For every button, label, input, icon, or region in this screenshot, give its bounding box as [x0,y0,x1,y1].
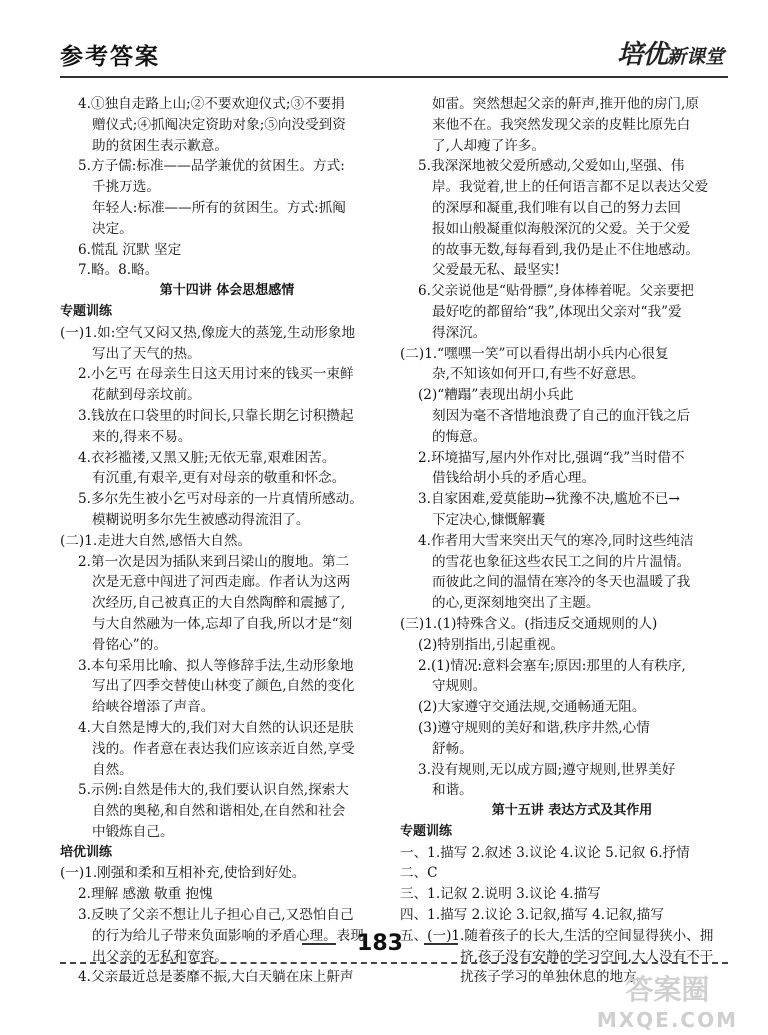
brand-logo [617,34,724,71]
right-line: 来他不在。我突然发现父亲的皮鞋比原先白 [432,116,691,133]
right-line: (二)1.“嘿嘿一笑”可以看得出胡小兵内心很复 [400,345,669,362]
left-line: 次经历,自己被真正的大自然陶醉和震撼了, [92,595,346,612]
right-line: 专题训练 [400,823,453,839]
left-line: 4.衣衫褴褛,又黑又脏;无依无靠,艰难困苦。 [78,449,336,466]
right-line: 一、1.描写 2.叙述 3.议论 4.议论 5.记叙 6.抒情 [400,844,690,861]
right-line: 挤,孩子没有安静的学习空间,大人没有不干 [460,948,714,965]
left-line: 培优训练 [60,844,113,860]
right-line: 岸。我觉着,世上的任何语言都不足以表达父爱 [432,179,709,196]
left-line: (一)1.如:空气又闷又热,像庞大的蒸笼,生动形象地 [60,324,356,341]
watermark-line2: MXQE.COM [596,1008,738,1032]
left-line: 7.略。8.略。 [78,262,159,279]
right-line: 杂,不知该如何开口,有些不好意思。 [432,366,645,383]
right-line: 了,人却瘦了许多。 [432,137,546,154]
header-title: 参考答案 [60,44,160,70]
right-line: 的悔意。 [432,428,487,445]
left-line: 模糊说明多尔先生被感动得流泪了。 [92,511,310,528]
right-line: (3)遵守规则的美好和谐,秩序井然,心情 [418,719,650,736]
right-line: 最好吃的都留给“我”,体现出父亲对“我”爱 [432,303,682,320]
right-line: 扰孩子学习的单独休息的地方。 [460,969,651,986]
left-line: 5.方子儒:标准——品学兼优的贫困生。方式: [78,158,345,175]
left-line: 写出了四季交替使山林变了颜色,自然的变化 [92,678,355,695]
logo-big: 培优 [616,40,667,70]
left-line: 浅的。作者意在表达我们应该亲近自然,享受 [92,740,355,757]
right-line: 和谐。 [432,782,473,799]
watermark-line1: 答案圈 [625,973,710,1006]
right-line: 借钱给胡小兵的矛盾心理。 [432,470,596,487]
page-number: 183 [340,930,420,958]
left-line: 5.多尔先生被小乞丐对母亲的一片真情所感动。 [78,491,363,508]
right-line: 舒畅。 [432,740,473,757]
right-line: 的心,更深刻地突出了主题。 [432,595,600,612]
left-line: 6.慌乱 沉默 坚定 [78,241,182,258]
left-line: 千挑万选。 [92,179,160,196]
left-line: 年轻人:标准——所有的贫困生。方式:抓阄 [92,199,346,216]
left-line: 写出了天气的热。 [92,345,201,362]
right-line: (三)1.(1)特殊含义。(指违反交通规则的人) [400,615,658,632]
right-line: 得深沉。 [432,324,487,341]
right-line: (2)大家遵守交通法规,交通畅通无阻。 [418,699,646,716]
right-line: 2.(1)情况:意料会塞车;原因:那里的人有秩序, [418,657,686,674]
right-line: (2)特别指出,引起重视。 [418,636,564,653]
left-line: 花献到母亲坟前。 [92,387,201,404]
right-line: 下定决心,慷慨解囊 [432,511,546,528]
right-line: 而彼此之间的温情在寒冷的冬天也温暖了我 [432,574,691,591]
left-line: 2.小乞丐 在母亲生日这天用讨来的钱买一束鲜 [78,366,354,383]
left-line: 决定。 [92,220,133,237]
left-line: 5.示例:自然是伟大的,我们要认识自然,探索大 [78,782,349,799]
left-line: 与大自然融为一体,忘却了自我,所以才是“刻 [92,615,353,632]
right-line: 3.自家困难,爱莫能助→犹豫不决,尴尬不已→ [418,491,680,508]
left-line: 赠仪式;④抓阄决定资助对象;⑤向没受到资 [92,116,346,133]
left-line: 有沉重,有艰辛,更有对母亲的敬重和怀念。 [92,470,346,487]
left-line: (一)1.刚强和柔和互相补充,使恰到好处。 [60,865,306,882]
right-line: 刻因为毫不吝惜地浪费了自己的血汗钱之后 [432,407,691,424]
left-column [60,94,376,988]
left-line: 次是无意中闯进了河西走廊。作者认为这两 [92,574,351,591]
header-rule [60,76,728,78]
left-line: 4.①独自走路上山;②不要欢迎仪式;③不要捐 [78,96,345,112]
left-line: 骨铭心”的。 [92,636,167,653]
right-line: (2)“糟蹋”表现出胡小兵此 [418,387,574,404]
right-line: 守规则。 [432,678,487,695]
left-line: 第十四讲 体会思想感情 [159,283,295,299]
footer-rule [60,962,728,964]
left-line: 出父亲的无私和宽容。 [92,948,228,965]
right-line: 的故事无数,每每看到,我仍是止不住地感动。 [432,241,699,258]
left-line: 自然的奥秘,和自然和谐相处,在自然和社会 [92,803,346,820]
right-line: 第十五讲 表达方式及其作用 [491,803,653,819]
right-line: 的雪花也象征这些农民工之间的片片温情。 [432,553,691,570]
right-line: 4.作者用大雪来突出天气的寒冷,同时这些纯洁 [418,532,694,549]
left-line: 3.本句采用比喻、拟人等修辞手法,生动形象地 [78,657,354,674]
left-line: 4.大自然是博大的,我们对大自然的认识还是肤 [78,719,354,736]
right-line: 报如山般凝重似海般深沉的父爱。关于父爱 [432,220,691,237]
right-line: 2.环境描写,屋内外作对比,强调“我”当时借不 [418,449,685,466]
left-line: 4.父亲最近总是萎靡不振,大白天躺在床上鼾声 [78,969,354,986]
right-line: 三、1.记叙 2.说明 3.议论 4.描写 [400,886,601,903]
left-line: 自然。 [92,761,133,778]
watermark [597,975,738,1035]
right-line: 的深厚和凝重,我们唯有以自己的努力去回 [432,199,682,216]
left-line: 来的,得来不易。 [92,428,192,445]
right-line: 五、(一)1.随着孩子的长大,生活的空间显得狭小、拥 [400,927,714,944]
logo-small: 新课堂 [666,46,724,68]
right-line: 5.我深深地被父爱所感动,父爱如山,坚强、伟 [418,158,685,175]
left-line: 的行为给儿子带来负面影响的矛盾心理。表现 [92,927,364,944]
left-line: 助的贫困生表示歉意。 [92,137,228,154]
left-line: 3.钱放在口袋里的时间长,只靠长期乞讨积攒起 [78,407,354,424]
left-line: 给峡谷增添了声音。 [92,699,215,716]
right-line: 二、C [400,865,438,882]
left-line: 专题训练 [60,303,113,319]
right-line: 3.没有规则,无以成方圆;遵守规则,世界美好 [418,761,676,778]
left-line: (二)1.走进大自然,感悟大自然。 [60,532,252,549]
right-line: 如雷。突然想起父亲的鼾声,推开他的房门,原 [432,96,699,112]
left-line: 中锻炼自己。 [92,823,174,840]
left-line: 3.反映了父亲不想让儿子担心自己,又恐怕自己 [78,907,354,924]
left-line: 2.理解 感激 敬重 抱愧 [78,886,213,903]
left-line: 2.第一次是因为插队来到吕梁山的腹地。第二 [78,553,350,570]
right-line: 父爱最无私、最坚实! [432,262,560,279]
right-line: 四、1.描写 2.议论 3.记叙,描写 4.记叙,描写 [400,907,664,924]
right-line: 6.父亲说他是“贴骨膘”,身体棒着呢。父亲要把 [418,283,694,300]
right-column [400,94,726,988]
